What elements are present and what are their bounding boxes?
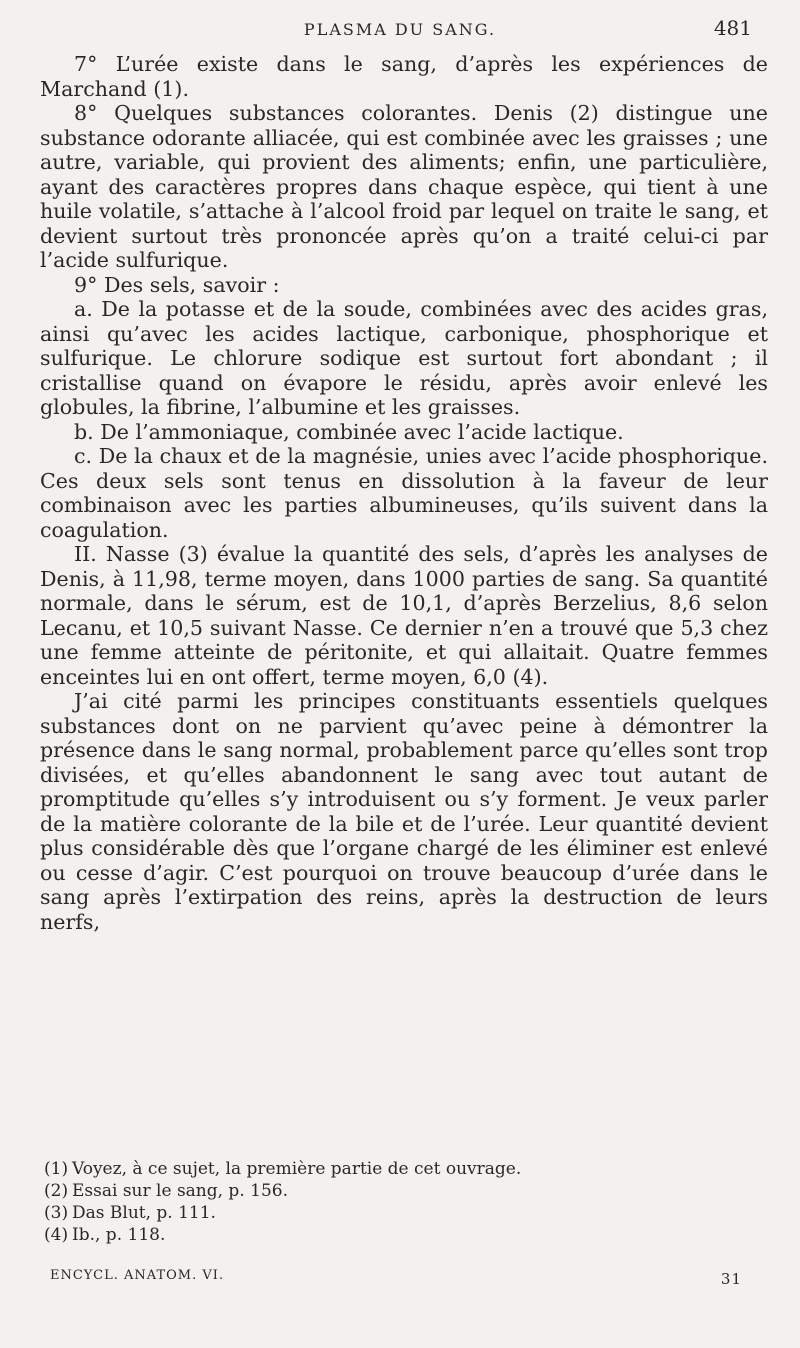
printer-signature: [50, 1268, 750, 1288]
footnote-text: Das Blut, p. 111.: [72, 1203, 216, 1223]
running-title: PLASMA DU SANG.: [303, 20, 497, 39]
page-number: 481: [713, 16, 752, 40]
footnote: [44, 1224, 764, 1246]
paragraph-sels-heading: 9° Des sels, savoir :: [74, 272, 280, 297]
footnote-mark: (2): [44, 1181, 69, 1201]
footnote: [44, 1180, 764, 1202]
paragraph-principes-constituants: J’ai cité parmi les principes constituants essentiels quelques substances dont on ne parvient qu’avec peine à démontrer la présence dans le sang normal, probablement parce qu’elles sont trop divisées, et qu’elles abandonnent le sang avec tout autant de promptitude qu’elles s’y introduisent ou s’y forment. Je veux parler de la matière colorante de la bile et de l’urée. Leur quantité devient plus considérable dès que l’organe chargé de les éliminer est enlevé ou cesse d’agir. C’est pourquoi on trouve beaucoup d’urée dans le sang après l’extirpation des reins, après la destruction de leurs nerfs,: [40, 689, 768, 934]
footnote-mark: (3): [44, 1203, 69, 1223]
signature-number: 31: [720, 1270, 742, 1288]
paragraph-substances-colorantes: 8° Quelques substances colorantes. Denis (2) distingue une substance odorante alliacée, qui est combinée avec les graisses ; une autre, variable, qui provient des aliments; enfin, une particulière, ayant des caractères propres dans chaque espèce, qui tient à une huile volatile, s’attache à l’alcool froid par lequel on traite le sang, et devient surtout très prononcée après qu’on a traité celui-ci par l’acide sulfurique.: [40, 101, 768, 272]
signature-label: ENCYCL. ANATOM. VI.: [50, 1268, 225, 1283]
footnote-text: Voyez, à ce sujet, la première partie de cet ouvrage.: [72, 1159, 522, 1179]
footnote-text: Essai sur le sang, p. 156.: [72, 1181, 288, 1201]
footnote: [44, 1202, 764, 1224]
footnotes: [44, 1158, 764, 1246]
footnote-mark: (1): [44, 1159, 69, 1179]
paragraph-uree: 7° L’urée existe dans le sang, d’après les expériences de Marchand (1).: [40, 52, 768, 101]
footnote-mark: (4): [44, 1225, 69, 1245]
paragraph-potasse-soude: a. De la potasse et de la soude, combinées avec des acides gras, ainsi qu’avec les acides lactique, carbonique, phosphorique et sulfurique. Le chlorure sodique est surtout fort abondant ; il cristallise quand on évapore le résidu, après avoir enlevé les globules, la fibrine, l’albumine et les graisses.: [40, 297, 768, 419]
paragraph-nasse-sels: II. Nasse (3) évalue la quantité des sels, d’après les analyses de Denis, à 11,98, terme moyen, dans 1000 parties de sang. Sa quantité normale, dans le sérum, est de 10,1, d’après Berzelius, 8,6 selon Lecanu, et 10,5 suivant Nasse. Ce dernier n’en a trouvé que 5,3 chez une femme atteinte de péritonite, et qui allaitait. Quatre femmes enceintes lui en ont offert, terme moyen, 6,0 (4).: [40, 542, 768, 689]
footnote: [44, 1158, 764, 1180]
body-text: [40, 52, 768, 934]
paragraph-ammoniaque: b. De l’ammoniaque, combinée avec l’acide lactique.: [74, 419, 624, 444]
paragraph-chaux-magnesie: c. De la chaux et de la magnésie, unies avec l’acide phosphorique. Ces deux sels sont tenus en dissolution à la faveur de leur combinaison avec les parties albumineuses, qu’ils suivent dans la coagulation.: [40, 444, 768, 542]
footnote-text: Ib., p. 118.: [72, 1225, 166, 1245]
page-header: [40, 10, 760, 44]
